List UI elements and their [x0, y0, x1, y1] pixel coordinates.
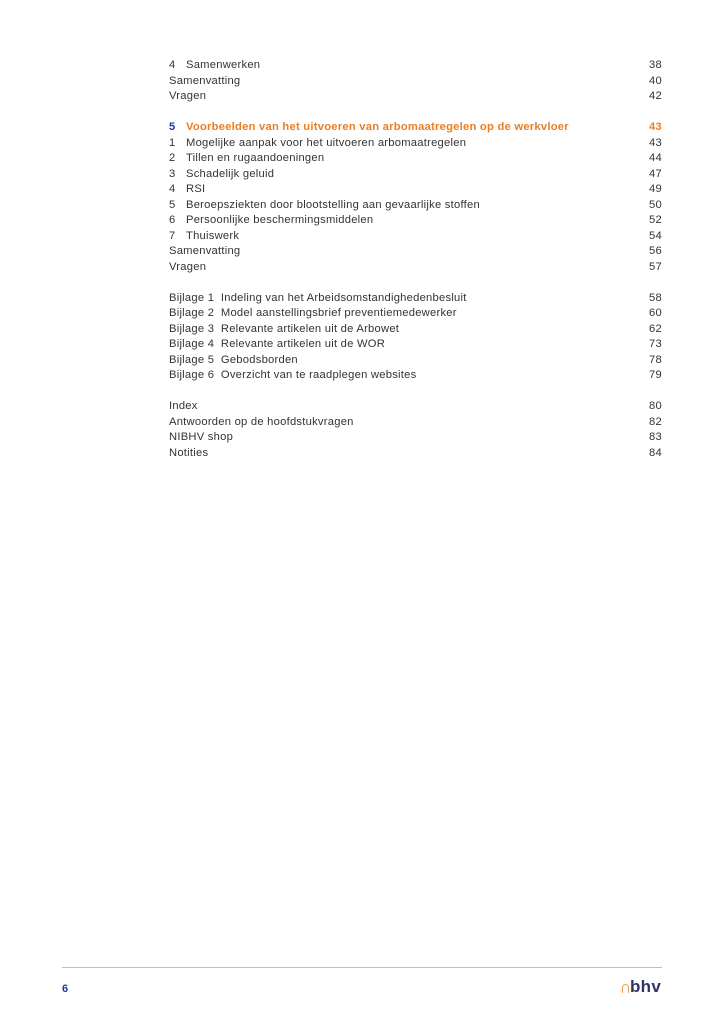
toc-appendix-title: Bijlage 4 Relevante artikelen uit de WOR	[169, 338, 386, 350]
footer-divider	[62, 967, 662, 968]
table-of-contents	[169, 58, 662, 461]
toc-appendix-title: Bijlage 5 Gebodsborden	[169, 353, 298, 366]
toc-entry[interactable]	[169, 198, 662, 214]
toc-entry-number: 7	[169, 229, 176, 242]
toc-entry-title: Vragen	[169, 90, 207, 102]
toc-entry[interactable]	[169, 430, 662, 446]
toc-appendix-page: 60	[649, 307, 662, 319]
toc-entry-title: Schadelijk geluid	[186, 167, 275, 180]
toc-entry-page: 56	[649, 245, 662, 257]
toc-entry-number: 5	[169, 198, 176, 211]
nibhv-logo-icon	[622, 984, 629, 993]
toc-appendix-page: 62	[649, 322, 662, 335]
toc-appendix-page: 78	[649, 353, 662, 366]
toc-spacer	[169, 384, 662, 400]
toc-entry[interactable]	[169, 244, 662, 260]
toc-entry-number: 2	[169, 152, 176, 164]
toc-entry-page: 44	[649, 152, 662, 164]
toc-entry-title: Antwoorden op de hoofdstukvragen	[169, 415, 354, 428]
toc-entry-page: 38	[649, 59, 662, 71]
toc-appendix-title: Bijlage 2 Model aanstellingsbrief preventiemedewerker	[169, 307, 457, 319]
toc-entry[interactable]	[169, 89, 662, 105]
toc-entry[interactable]	[169, 229, 662, 245]
toc-spacer	[169, 275, 662, 291]
toc-entry[interactable]	[169, 415, 662, 431]
toc-entry-page: 83	[649, 431, 662, 443]
toc-entry-page: 84	[649, 446, 662, 459]
toc-appendix[interactable]	[169, 353, 662, 369]
toc-appendix[interactable]	[169, 337, 662, 353]
toc-chapter-title: Voorbeelden van het uitvoeren van arbomaatregelen op de werkvloer	[186, 121, 569, 133]
toc-chapter-heading[interactable]	[169, 120, 662, 136]
toc-entry-page: 82	[649, 415, 662, 428]
toc-entry[interactable]	[169, 136, 662, 152]
toc-spacer	[169, 105, 662, 121]
toc-entry[interactable]	[169, 213, 662, 229]
toc-entry-page: 57	[649, 260, 662, 273]
toc-entry[interactable]	[169, 260, 662, 276]
toc-chapter-number: 5	[169, 121, 176, 133]
toc-appendix-page: 73	[649, 338, 662, 350]
nibhv-logo	[622, 977, 661, 995]
toc-entry-title: Samenvatting	[169, 245, 241, 257]
toc-entry-number: 3	[169, 167, 176, 180]
toc-entry-number: 4	[169, 59, 176, 71]
toc-entry[interactable]	[169, 151, 662, 167]
toc-entry-page: 50	[649, 198, 662, 211]
toc-entry-title: Samenvatting	[169, 74, 241, 87]
toc-entry-title: Thuiswerk	[186, 229, 240, 242]
toc-entry-title: Notities	[169, 446, 209, 459]
toc-entry-page: 42	[649, 90, 662, 102]
toc-entry[interactable]	[169, 182, 662, 198]
toc-appendix-page: 79	[649, 369, 662, 381]
toc-entry-page: 43	[649, 136, 662, 149]
toc-entry[interactable]	[169, 58, 662, 74]
toc-entry-page: 54	[649, 229, 662, 242]
toc-entry-page: 80	[649, 400, 662, 412]
toc-entry-title: NIBHV shop	[169, 431, 234, 443]
toc-entry-title: Index	[169, 400, 198, 412]
toc-entry-title: Beroepsziekten door blootstelling aan gevaarlijke stoffen	[186, 198, 480, 211]
toc-entry-page: 47	[649, 167, 662, 180]
toc-entry-number: 1	[169, 136, 176, 149]
logo-text: bhv	[630, 977, 662, 996]
toc-chapter-page: 43	[649, 121, 662, 133]
toc-appendix[interactable]	[169, 291, 662, 307]
toc-appendix-page: 58	[649, 291, 662, 304]
toc-entry-title: RSI	[186, 183, 206, 195]
toc-entry-page: 49	[649, 183, 662, 195]
toc-entry-number: 4	[169, 183, 176, 195]
toc-appendix-title: Bijlage 1 Indeling van het Arbeidsomstandighedenbesluit	[169, 291, 467, 304]
toc-entry[interactable]	[169, 446, 662, 462]
toc-entry-title: Vragen	[169, 260, 207, 273]
toc-entry-title: Samenwerken	[186, 59, 261, 71]
toc-entry-number: 6	[169, 214, 176, 226]
page-number: 6	[62, 983, 69, 995]
toc-entry-title: Tillen en rugaandoeningen	[186, 152, 325, 164]
toc-entry-title: Persoonlijke beschermingsmiddelen	[186, 214, 374, 226]
toc-appendix[interactable]	[169, 322, 662, 338]
toc-entry-title: Mogelijke aanpak voor het uitvoeren arbomaatregelen	[186, 136, 467, 149]
toc-entry[interactable]	[169, 399, 662, 415]
toc-appendix-title: Bijlage 6 Overzicht van te raadplegen websites	[169, 369, 417, 381]
toc-appendix[interactable]	[169, 368, 662, 384]
toc-entry[interactable]	[169, 167, 662, 183]
toc-entry[interactable]	[169, 74, 662, 90]
toc-entry-page: 52	[649, 214, 662, 226]
toc-appendix[interactable]	[169, 306, 662, 322]
toc-appendix-title: Bijlage 3 Relevante artikelen uit de Arbowet	[169, 322, 400, 335]
toc-entry-page: 40	[649, 74, 662, 87]
